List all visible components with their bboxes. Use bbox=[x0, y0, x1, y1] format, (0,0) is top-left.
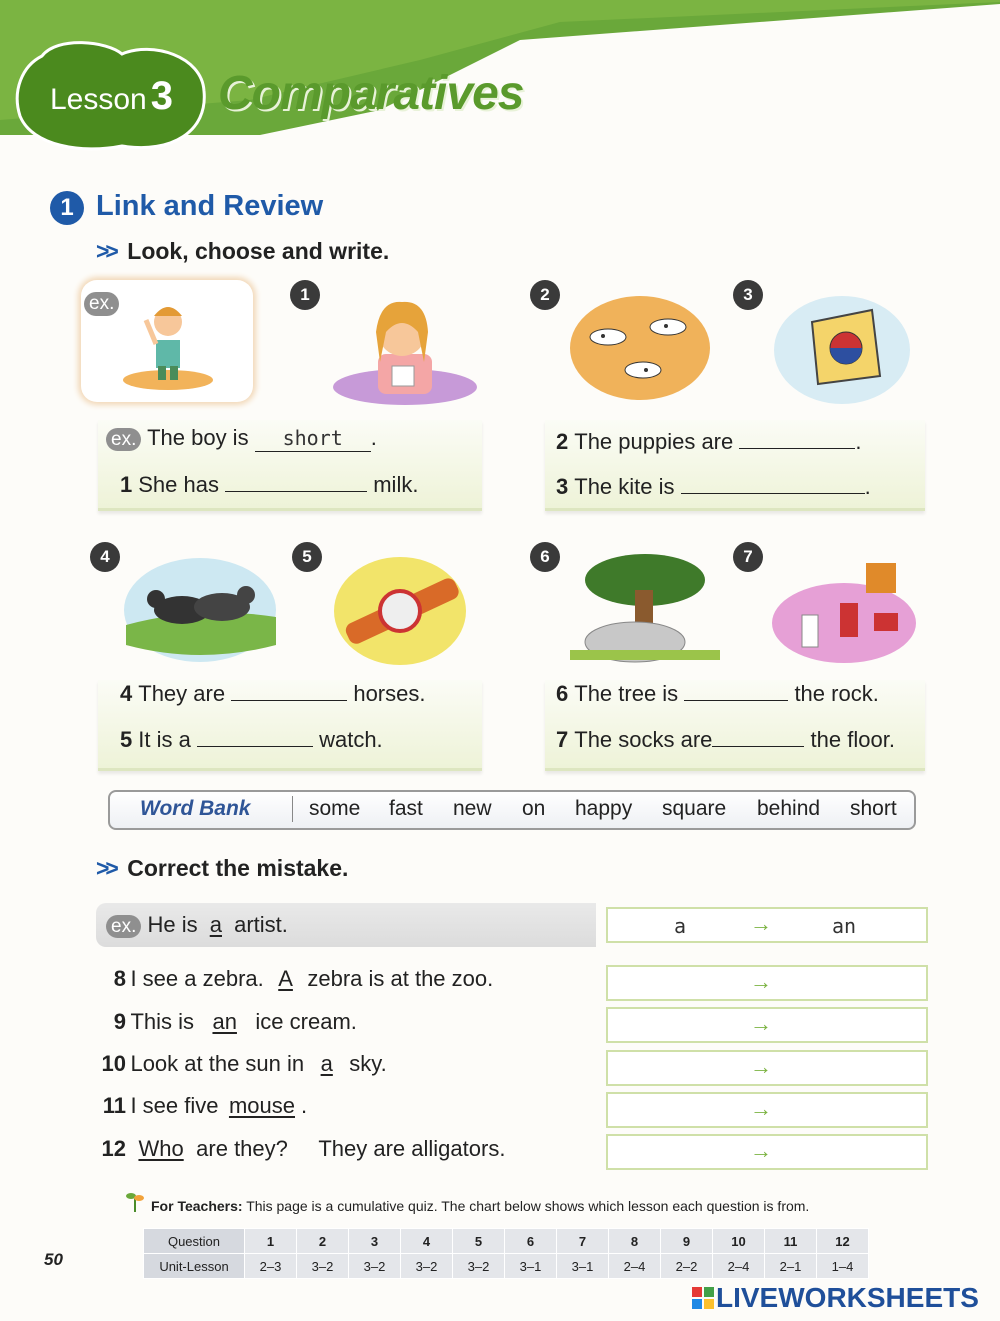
answer-blank-1[interactable] bbox=[225, 473, 367, 492]
badge-3: 3 bbox=[733, 280, 763, 310]
answer-box-10[interactable] bbox=[606, 1050, 928, 1086]
mistake-row-11 bbox=[96, 1093, 307, 1119]
sentence-3 bbox=[556, 474, 871, 500]
instruction-text: Correct the mistake. bbox=[127, 855, 349, 881]
socks-picture bbox=[770, 553, 918, 668]
question-number: 12 bbox=[101, 1136, 126, 1161]
mistake-row-8 bbox=[96, 966, 493, 992]
page-title: Comparatives bbox=[218, 67, 524, 120]
table-cell: 8 bbox=[609, 1229, 661, 1254]
arrow-icon: → bbox=[750, 1096, 772, 1121]
sentence-7 bbox=[556, 727, 895, 753]
sentence-text: the rock. bbox=[794, 681, 879, 706]
answer-box-12[interactable] bbox=[606, 1134, 928, 1170]
sentence-text: the floor. bbox=[810, 727, 895, 752]
sentence-number: 3 bbox=[556, 474, 569, 499]
mistake-word: A bbox=[278, 966, 293, 991]
sentence-number: 4 bbox=[120, 681, 133, 706]
sentence-text: The puppies are bbox=[574, 429, 734, 454]
answer-blank-5[interactable] bbox=[197, 728, 313, 747]
girl-milk-picture bbox=[330, 292, 480, 407]
sentence-example bbox=[106, 425, 377, 452]
example-badge: ex. bbox=[106, 428, 141, 451]
sentence-text: This is bbox=[130, 1009, 195, 1034]
sentence-1 bbox=[120, 472, 418, 498]
horses-picture bbox=[122, 555, 282, 665]
sprout-icon bbox=[126, 1190, 144, 1212]
table-cell: 10 bbox=[713, 1229, 765, 1254]
arrow-icon: → bbox=[750, 911, 772, 936]
instruction-correct-mistake bbox=[96, 855, 348, 882]
section-number: 1 bbox=[50, 191, 84, 225]
sentence-text: The boy is bbox=[147, 425, 249, 450]
table-cell: 4 bbox=[401, 1229, 453, 1254]
instruction-look-choose-write bbox=[96, 238, 389, 265]
word-bank-word[interactable]: some bbox=[309, 797, 361, 820]
sentence-text: . bbox=[855, 429, 862, 454]
answer-box-8[interactable] bbox=[606, 965, 928, 1001]
table-cell: 7 bbox=[557, 1229, 609, 1254]
sentence-5 bbox=[120, 727, 383, 753]
mistake-word: Who bbox=[138, 1136, 184, 1161]
answer-box-example bbox=[606, 907, 928, 943]
word-bank-word[interactable]: behind bbox=[757, 797, 821, 820]
word-bank-word[interactable]: fast bbox=[389, 797, 423, 820]
answer-box-11[interactable] bbox=[606, 1092, 928, 1128]
table-cell: 5 bbox=[453, 1229, 505, 1254]
lesson-number: 3 bbox=[150, 74, 173, 118]
question-number: 9 bbox=[113, 1009, 126, 1034]
word-bank-word[interactable]: happy bbox=[575, 797, 633, 820]
sentence-number: 2 bbox=[556, 429, 569, 454]
table-cell: 2 bbox=[297, 1229, 349, 1254]
mistake-row-12 bbox=[96, 1136, 505, 1162]
sentence-text: The tree is bbox=[574, 681, 679, 706]
table-cell: 6 bbox=[505, 1229, 557, 1254]
boy-picture bbox=[120, 290, 220, 395]
answer-box-9[interactable] bbox=[606, 1007, 928, 1043]
sentence-text: . bbox=[301, 1093, 308, 1118]
sentence-number: 5 bbox=[120, 727, 133, 752]
answer-wrong: a bbox=[674, 914, 687, 938]
sentence-end: . bbox=[370, 425, 377, 450]
sentence-text: . bbox=[864, 474, 871, 499]
sentence-text: The socks are bbox=[574, 727, 713, 752]
sentence-4 bbox=[120, 681, 425, 707]
answer-blank-4[interactable] bbox=[231, 682, 347, 701]
sentence-text: zebra is at the zoo. bbox=[307, 966, 494, 991]
answer-blank-3[interactable] bbox=[681, 475, 865, 494]
lesson-label bbox=[50, 74, 173, 119]
watch-picture bbox=[332, 553, 472, 668]
question-number: 10 bbox=[101, 1051, 126, 1076]
badge-2: 2 bbox=[530, 280, 560, 310]
page-number: 50 bbox=[44, 1250, 63, 1269]
kite-picture bbox=[772, 292, 912, 407]
sentence-text: sky. bbox=[349, 1051, 387, 1076]
mistake-row-10 bbox=[96, 1051, 387, 1077]
table-cell: 3–2 bbox=[453, 1254, 505, 1279]
table-cell: 3–2 bbox=[401, 1254, 453, 1279]
question-number: 8 bbox=[113, 966, 126, 991]
chevron-icon: >> bbox=[96, 238, 115, 264]
badge-1: 1 bbox=[290, 280, 320, 310]
arrow-icon: → bbox=[750, 1138, 772, 1163]
lesson-word: Lesson bbox=[50, 83, 147, 116]
word-bank-divider bbox=[292, 796, 293, 822]
word-bank-word[interactable]: new bbox=[453, 797, 492, 820]
sentence-text: I see five bbox=[130, 1093, 219, 1118]
sentence-2 bbox=[556, 429, 862, 455]
sentence-text: ice cream. bbox=[255, 1009, 357, 1034]
for-teachers-label: For Teachers: bbox=[151, 1198, 243, 1214]
example-answer: short bbox=[282, 426, 343, 450]
sentence-number: 1 bbox=[120, 472, 133, 497]
for-teachers-note bbox=[151, 1198, 809, 1214]
table-header: Unit-Lesson bbox=[144, 1254, 245, 1279]
table-header: Question bbox=[144, 1229, 245, 1254]
sentence-6 bbox=[556, 681, 879, 707]
table-cell: 3–1 bbox=[557, 1254, 609, 1279]
sentence-text: She has bbox=[138, 472, 219, 497]
mistake-row-9 bbox=[96, 1009, 357, 1035]
mistake-word: an bbox=[212, 1009, 237, 1034]
example-badge: ex. bbox=[106, 915, 141, 938]
sentence-number: 6 bbox=[556, 681, 569, 706]
word-bank-title: Word Bank bbox=[140, 797, 251, 820]
sentence-text: horses. bbox=[353, 681, 426, 706]
answer-blank-7[interactable] bbox=[712, 728, 804, 747]
mistake-example bbox=[106, 912, 288, 938]
mistake-word: a bbox=[209, 912, 222, 937]
sentence-text: milk. bbox=[373, 472, 419, 497]
table-cell: 2–4 bbox=[609, 1254, 661, 1279]
table-cell: 2–1 bbox=[765, 1254, 817, 1279]
answer-blank-6[interactable] bbox=[684, 682, 788, 701]
table-cell: 12 bbox=[817, 1229, 869, 1254]
arrow-icon: → bbox=[750, 1011, 772, 1036]
sentence-text: It is a bbox=[138, 727, 191, 752]
word-bank-word[interactable]: short bbox=[850, 797, 897, 820]
table-cell: 3 bbox=[349, 1229, 401, 1254]
word-bank-word[interactable]: on bbox=[522, 797, 546, 820]
sentence-text: artist. bbox=[234, 912, 288, 937]
answer-blank-2[interactable] bbox=[739, 430, 855, 449]
table-cell: 3–2 bbox=[297, 1254, 349, 1279]
sentence-text: He is bbox=[147, 912, 198, 937]
table-cell: 11 bbox=[765, 1229, 817, 1254]
arrow-icon: → bbox=[750, 1054, 772, 1079]
liveworksheets-watermark: LIVEWORKSHEETS bbox=[716, 1282, 979, 1313]
answer-right: an bbox=[832, 914, 857, 938]
sentence-text: I see a zebra. bbox=[130, 966, 264, 991]
instruction-text: Look, choose and write. bbox=[127, 238, 390, 264]
table-cell: 2–3 bbox=[245, 1254, 297, 1279]
table-cell: 3–2 bbox=[349, 1254, 401, 1279]
tree-rock-picture bbox=[565, 550, 725, 668]
sentence-number: 7 bbox=[556, 727, 569, 752]
example-badge: ex. bbox=[84, 292, 119, 316]
sentence-text: watch. bbox=[319, 727, 383, 752]
table-cell: 3–1 bbox=[505, 1254, 557, 1279]
table-cell: 9 bbox=[661, 1229, 713, 1254]
chevron-icon: >> bbox=[96, 855, 115, 881]
table-cell: 1–4 bbox=[817, 1254, 869, 1279]
badge-4: 4 bbox=[90, 542, 120, 572]
sentence-text: The kite is bbox=[574, 474, 675, 499]
table-cell: 1 bbox=[245, 1229, 297, 1254]
question-number: 11 bbox=[102, 1093, 126, 1118]
for-teachers-text: This page is a cumulative quiz. The chart below shows which lesson each question is from. bbox=[246, 1198, 810, 1214]
question-lesson-table bbox=[143, 1228, 869, 1279]
sentence-text: They are alligators. bbox=[318, 1136, 506, 1161]
sentence-text: are they? bbox=[196, 1136, 288, 1161]
section-title: Link and Review bbox=[96, 190, 324, 222]
badge-5: 5 bbox=[292, 542, 322, 572]
badge-6: 6 bbox=[530, 542, 560, 572]
table-cell: 2–4 bbox=[713, 1254, 765, 1279]
sentence-text: Look at the sun in bbox=[130, 1051, 305, 1076]
table-cell: 2–2 bbox=[661, 1254, 713, 1279]
sentence-text: They are bbox=[138, 681, 226, 706]
word-bank-word[interactable]: square bbox=[662, 797, 727, 820]
mistake-word: mouse bbox=[228, 1093, 295, 1118]
mistake-word: a bbox=[320, 1051, 333, 1076]
puppies-picture bbox=[568, 292, 718, 407]
badge-7: 7 bbox=[733, 542, 763, 572]
liveworksheets-logo-icon bbox=[692, 1287, 714, 1309]
arrow-icon: → bbox=[750, 969, 772, 994]
